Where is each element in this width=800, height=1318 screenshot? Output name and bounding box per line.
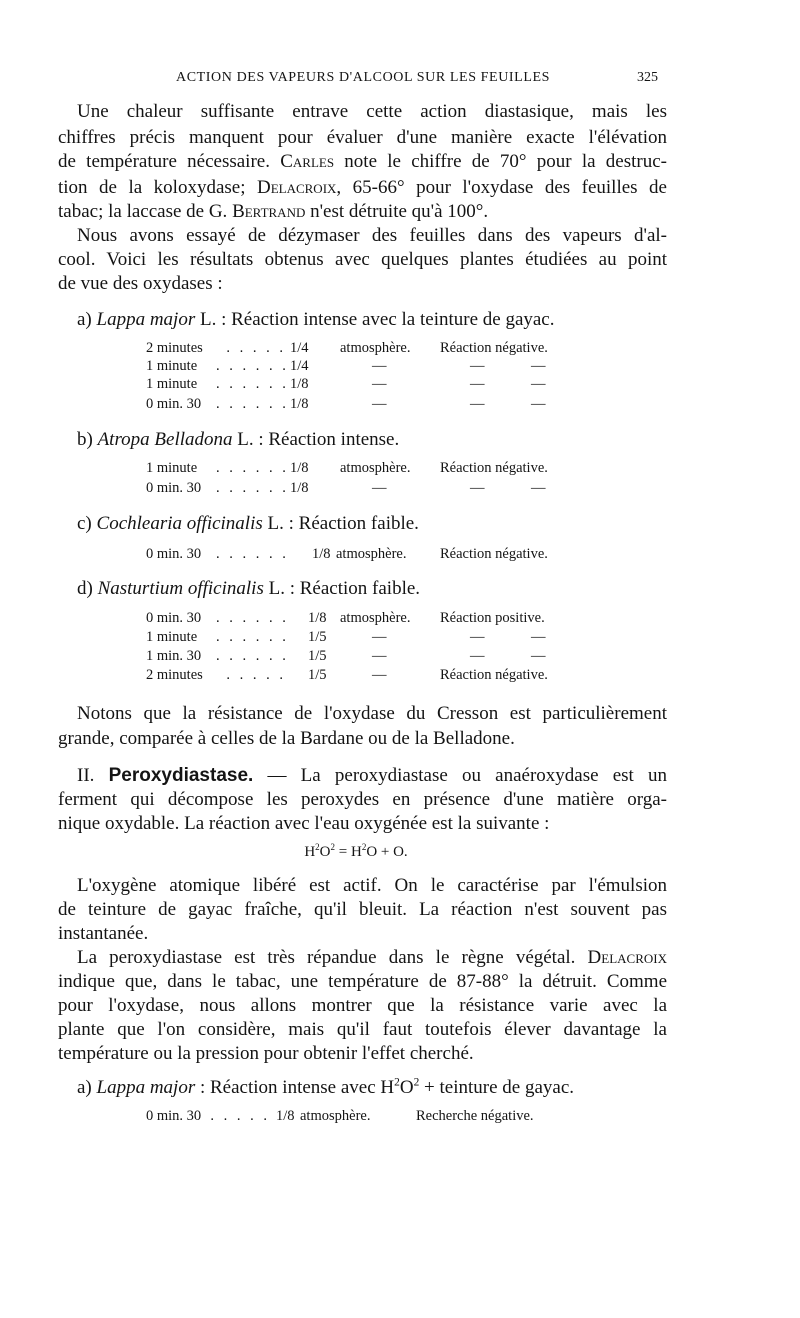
row-dots: . . . . . .: [216, 396, 289, 412]
para4-line2: de teinture de gayac fraîche, qu'il bleuit. La réaction n'est souvent pas: [58, 899, 667, 920]
row-duration: 0 min. 30: [146, 546, 202, 562]
plant-a-letter: a): [77, 309, 92, 330]
para1-line5: [58, 200, 667, 224]
row-result: Réaction négative.: [440, 460, 548, 476]
row-atmosphere: atmosphère.: [340, 460, 411, 476]
row-fraction: 1/5: [308, 629, 327, 645]
plant-d-reaction: : Réaction faible.: [289, 578, 421, 599]
para1-line4: [58, 176, 667, 200]
row-result: Réaction négative.: [440, 546, 548, 562]
row-ditto: —: [531, 396, 546, 412]
row-ditto: —: [470, 629, 485, 645]
plant-d-letter: d): [77, 578, 93, 599]
row-duration: 0 min. 30: [146, 1108, 202, 1124]
para1-line1: Une chaleur suffisante entrave cette action diastasique, mais les: [77, 101, 667, 122]
row-ditto: —: [531, 376, 546, 392]
plant-d-heading: [77, 577, 667, 601]
row-dots: . . . . . .: [216, 629, 289, 645]
row-dots: . . . . . .: [216, 358, 289, 374]
row-duration: 2 minutes: [146, 667, 203, 683]
row-dots: . . . . . .: [216, 610, 289, 626]
plant-c-letter: c): [77, 513, 92, 534]
row-fraction: 1/8: [290, 396, 309, 412]
plant-b-name: Atropa Belladona: [97, 429, 233, 450]
row-fraction: 1/5: [308, 667, 327, 683]
row-result: Réaction positive.: [440, 610, 545, 626]
para5-line4: plante que l'on considère, mais qu'il faut toutefois élever davantage la: [58, 1019, 667, 1040]
para3-line2: grande, comparée à celles de la Bardane ou de la Belladone.: [58, 728, 515, 749]
last-plant-reaction-b: + teinture de gayac.: [419, 1077, 575, 1098]
row-ditto: —: [470, 376, 485, 392]
row-fraction: 1/8: [290, 480, 309, 496]
formula-sup: 2: [413, 1076, 420, 1089]
formula-sup: 2: [361, 842, 367, 852]
para1-line3: [58, 150, 667, 174]
row-ditto: —: [372, 667, 387, 683]
row-fraction: 1/4: [290, 340, 309, 356]
para1-line3-text: de température nécessaire.: [58, 151, 270, 172]
row-ditto: —: [372, 358, 387, 374]
row-ditto: —: [372, 480, 387, 496]
row-result: Réaction négative.: [440, 667, 548, 683]
section-title: Peroxydiastase.: [108, 765, 254, 786]
formula-equals: =: [335, 844, 351, 860]
row-ditto: —: [372, 629, 387, 645]
row-dots: . . . . . .: [216, 546, 289, 562]
page-number: 325: [637, 70, 658, 85]
formula-part: H: [350, 844, 362, 860]
author-bertrand: Bertrand: [232, 201, 306, 222]
header-title: ACTION DES VAPEURS D'ALCOOL SUR LES FEUILLES: [176, 70, 551, 85]
para5-line1: [77, 946, 667, 970]
plant-b-heading: [77, 428, 667, 452]
row-ditto: —: [531, 648, 546, 664]
plant-d-name: Nasturtium officinalis: [97, 578, 264, 599]
formula-part: H: [304, 844, 316, 860]
para2-line1: Nous avons essayé de dézymaser des feuilles dans des vapeurs d'al-: [77, 225, 667, 246]
para1-line4-b: , 65-66° pour l'oxydase des feuilles de: [336, 177, 667, 198]
row-ditto: —: [470, 480, 485, 496]
para4-line1: L'oxygène atomique libéré est actif. On le caractérise par l'émulsion: [77, 875, 667, 896]
last-plant-reaction-a: : Réaction intense avec H: [199, 1077, 395, 1098]
formula-part: O + O.: [366, 844, 408, 860]
para1-line4-a: tion de la koloxydase;: [58, 177, 257, 198]
row-atmosphere: atmosphère.: [300, 1108, 371, 1124]
row-ditto: —: [372, 648, 387, 664]
chemical-formula: [286, 844, 426, 861]
row-atmosphere: atmosphère.: [336, 546, 407, 562]
author-carles: Carles: [280, 151, 335, 172]
formula-sup: 2: [330, 842, 335, 852]
row-ditto: —: [470, 396, 485, 412]
row-dots: . . . . . .: [216, 648, 289, 664]
last-plant-heading: [77, 1076, 667, 1100]
section-numeral: II.: [77, 765, 95, 786]
row-duration: 0 min. 30: [146, 396, 202, 412]
plant-b-reaction: : Réaction intense.: [258, 429, 400, 450]
row-duration: 0 min. 30: [146, 480, 202, 496]
row-duration: 1 min. 30: [146, 648, 202, 664]
section2-line2: ferment qui décompose les peroxydes en présence d'une matière orga-: [58, 789, 667, 810]
formula-sup: 2: [394, 1076, 400, 1089]
author-delacroix: Delacroix: [256, 177, 337, 198]
plant-c-author: L.: [267, 513, 284, 534]
section2-line3: nique oxydable. La réaction avec l'eau oxygénée est la suivante :: [58, 813, 550, 834]
row-fraction: 1/4: [290, 358, 309, 374]
row-duration: 2 minutes: [146, 340, 203, 356]
formula-sup: 2: [315, 842, 320, 852]
row-result: Recherche négative.: [416, 1108, 534, 1124]
row-dots: . . . . . .: [216, 460, 289, 476]
last-plant-name: Lappa major: [96, 1077, 196, 1098]
para1-line3-rest: note le chiffre de 70° pour la destruc-: [334, 151, 667, 172]
last-plant-letter: a): [77, 1077, 92, 1098]
plant-c-reaction: : Réaction faible.: [288, 513, 419, 534]
plant-a-author: L.: [199, 309, 217, 330]
row-ditto: —: [372, 396, 387, 412]
row-dots: . . . . . .: [216, 376, 289, 392]
row-fraction: 1/8: [276, 1108, 295, 1124]
para1-line5-a: tabac; la laccase de G.: [58, 201, 233, 222]
author-delacroix: Delacroix: [587, 947, 667, 968]
row-ditto: —: [470, 648, 485, 664]
formula-part: O: [319, 844, 331, 860]
plant-a-reaction: : Réaction intense avec la teinture de gayac.: [221, 309, 555, 330]
plant-b-letter: b): [77, 429, 93, 450]
para4-line3: instantanée.: [58, 923, 149, 944]
plant-c-name: Cochlearia officinalis: [96, 513, 263, 534]
row-fraction: 1/8: [312, 546, 331, 562]
section2-line1-rest: — La peroxydiastase ou anaéroxydase est un: [253, 765, 668, 786]
row-ditto: —: [531, 629, 546, 645]
plant-a-name: Lappa major: [96, 309, 196, 330]
row-dots: . . . . .: [226, 340, 286, 356]
para5-line2: indique que, dans le tabac, une température de 87-88° la détruit. Comme: [58, 971, 667, 992]
row-ditto: —: [531, 358, 546, 374]
row-duration: 1 minute: [146, 376, 198, 392]
row-dots: . . . . .: [210, 1108, 270, 1124]
para3-line1: Notons que la résistance de l'oxydase du Cresson est particulièrement: [77, 703, 667, 724]
plant-c-heading: [77, 512, 667, 536]
para1-line2: chiffres précis manquent pour évaluer d'une manière exacte l'élévation: [58, 127, 667, 148]
para5-line3: pour l'oxydase, nous allons montrer que la résistance varie avec la: [58, 995, 667, 1016]
row-ditto: —: [531, 480, 546, 496]
row-ditto: —: [470, 358, 485, 374]
row-dots: . . . . .: [226, 667, 286, 683]
para1-line5-b: n'est détruite qu'à 100°.: [305, 201, 489, 222]
para2-line2: cool. Voici les résultats obtenus avec quelques plantes étudiées au point: [58, 249, 667, 270]
row-fraction: 1/8: [290, 376, 309, 392]
running-header: [60, 70, 740, 90]
row-dots: . . . . . .: [216, 480, 289, 496]
row-fraction: 1/8: [290, 460, 309, 476]
row-atmosphere: atmosphère.: [340, 610, 411, 626]
formula-part: O: [399, 1077, 414, 1098]
para5-line5: température ou la pression pour obtenir l'effet cherché.: [58, 1043, 474, 1064]
section2-line1: [77, 764, 667, 788]
para5-line1-a: La peroxydiastase est très répandue dans le règne végétal.: [77, 947, 588, 968]
para2-line3: de vue des oxydases :: [58, 273, 223, 294]
row-fraction: 1/8: [308, 610, 327, 626]
plant-b-author: L.: [237, 429, 254, 450]
row-duration: 1 minute: [146, 629, 198, 645]
row-duration: 1 minute: [146, 358, 198, 374]
row-atmosphere: atmosphère.: [340, 340, 411, 356]
row-fraction: 1/5: [308, 648, 327, 664]
row-duration: 0 min. 30: [146, 610, 202, 626]
row-result: Réaction négative.: [440, 340, 548, 356]
plant-d-author: L.: [268, 578, 285, 599]
plant-a-heading: [77, 308, 667, 332]
row-ditto: —: [372, 376, 387, 392]
row-duration: 1 minute: [146, 460, 198, 476]
